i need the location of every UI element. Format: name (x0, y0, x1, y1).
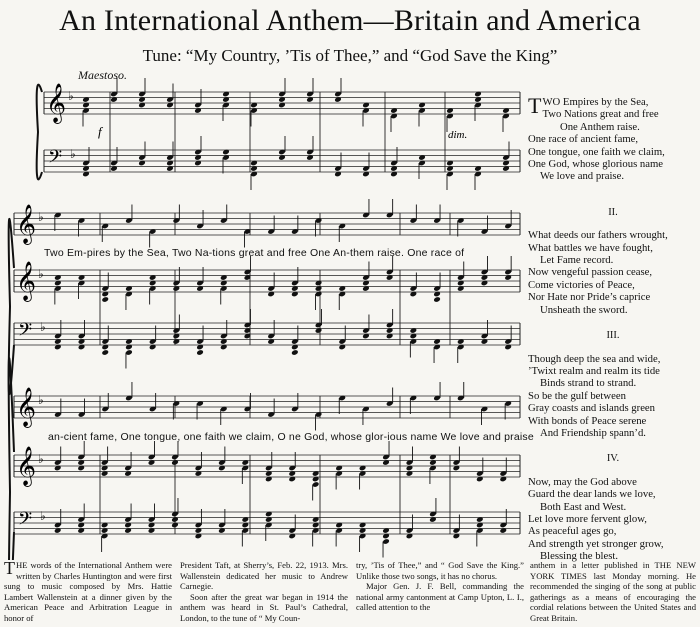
verse-line: Let love more fervent glow, (528, 512, 647, 525)
verse-line: ’Twixt realm and realm its tide (528, 364, 660, 377)
verse-number: III. (606, 330, 620, 342)
treble-clef-icon: 𝄞 (46, 83, 67, 123)
verse-line: Nor Hate nor Pride’s caprice (528, 291, 651, 304)
verse-number: IV. (606, 453, 620, 465)
article-column-2 (180, 560, 348, 624)
page-title: An International Anthem—Britain and America (59, 4, 641, 37)
note-head (101, 296, 109, 302)
bass-clef-icon: 𝄢 (48, 147, 63, 172)
verse-1 (528, 93, 698, 183)
bass-clef-icon: 𝄢 (18, 320, 33, 345)
article-text: HE words of the International Anthem were written by Charles Huntington and were first sung to music composed by Mrs. Hattie Lambert Wallenstein at a dinner given by the American Peace and Arbitration League in honor of (4, 560, 172, 623)
article-text: try, ’Tis of Thee,” and “ God Save the King.” Unlike those two songs, it has no chorus. (356, 560, 524, 581)
article-text: anthem in a letter published in THE NEW YORK TIMES last Monday morning. He recommended the singing of the song at public gatherings as a means of encouraging the cordial relations between the United States and Great Britain. (530, 560, 696, 623)
verse-line: One race of ancient fame, (528, 133, 639, 146)
tune-subtitle: Tune: “My Country, ’Tis of Thee,” and “God Save the King” (142, 46, 558, 65)
verse-2 (528, 207, 698, 316)
flat-icon: ♭ (38, 393, 44, 407)
verse-3 (528, 330, 698, 439)
article-text: Major Gen. J. F. Bell, commanding the national army cantonment at Camp Upton, L. I., called attention to the (356, 581, 524, 613)
verse-line: With bonds of Peace serene (528, 414, 647, 427)
article-column-1 (4, 560, 172, 624)
dynamic-forte: f (98, 124, 102, 139)
verse-number: II. (608, 206, 618, 218)
verse-line: WO Empires by the Sea, (542, 96, 649, 108)
note-head (101, 349, 109, 355)
verse-line: One God, whose glorious name (528, 158, 664, 171)
verse-line: And Friendship spann’d. (540, 426, 646, 439)
verses-column (528, 93, 698, 563)
article-text: Soon after the great war began in 1914 the anthem was heard in St. Paul’s Cathedral, London, to the tune of “ My Coun- (180, 591, 348, 623)
lyrics-line-2: an-cient fame, One tongue, one faith we claim, O ne God, whose glor-ious name We love and praise (48, 431, 534, 443)
flat-icon: ♭ (68, 89, 74, 103)
verse-line: We love and praise. (540, 170, 625, 183)
verse-line: Unsheath the sword. (540, 303, 628, 316)
verse-line: Let Fame record. (540, 254, 614, 267)
verse-line: Now, may the God above (528, 475, 637, 488)
note-head (291, 349, 299, 355)
verse-line: Two Nations great and free (542, 108, 659, 121)
flat-icon: ♭ (38, 267, 44, 281)
treble-clef-icon: 𝄞 (16, 446, 37, 486)
flat-icon: ♭ (40, 509, 46, 523)
article-text: President Taft, at Sherry’s, Feb. 22, 1913. Mrs. Wallenstein dedicated her music to Andrew Carnegie. (180, 560, 348, 592)
verse-line: Blessing the blest. (540, 550, 619, 563)
lyrics-line-1: Two Em-pires by the Sea, Two Na-tions great and free One An-them raise. One race of (44, 247, 465, 259)
flat-icon: ♭ (38, 210, 44, 224)
verse-line: One tongue, one faith we claim, (528, 145, 665, 158)
verse-line: And strength yet stronger grow, (528, 537, 664, 550)
note-head (433, 296, 441, 302)
article-column-3 (356, 560, 524, 613)
verse-line: As peaceful ages go, (528, 525, 617, 538)
bass-clef-icon: 𝄢 (18, 509, 33, 534)
verse-line: One Anthem raise. (560, 120, 640, 133)
verse-line: What battles we have fought, (528, 241, 653, 254)
verse-line: Come victories of Peace, (528, 278, 635, 291)
verse-4 (528, 453, 698, 562)
verse-line: Guard the dear lands we love, (528, 488, 656, 501)
treble-clef-icon: 𝄞 (16, 204, 37, 244)
flat-icon: ♭ (40, 320, 46, 334)
verse-line: So be the gulf between (528, 389, 626, 402)
verse-line: What deeds our fathers wrought, (528, 229, 668, 242)
note-head (196, 349, 204, 355)
article-dropcap: T (4, 558, 15, 578)
verse-line: Now vengeful passion cease, (528, 266, 653, 279)
system-brace (9, 358, 14, 560)
verse-line: Both East and West. (540, 500, 627, 513)
article-column-4 (530, 560, 696, 624)
dynamic-diminuendo: dim. (448, 129, 468, 141)
system-brace (37, 85, 42, 180)
flat-icon: ♭ (70, 147, 76, 161)
verse-dropcap: T (528, 93, 542, 118)
verse-line: Binds strand to strand. (540, 377, 637, 390)
flat-icon: ♭ (38, 452, 44, 466)
treble-clef-icon: 𝄞 (16, 387, 37, 427)
verse-line: Gray coasts and islands green (528, 402, 656, 415)
verse-line: Though deep the sea and wide, (528, 352, 661, 365)
tempo-marking: Maestoso. (78, 68, 127, 82)
treble-clef-icon: 𝄞 (16, 261, 37, 301)
